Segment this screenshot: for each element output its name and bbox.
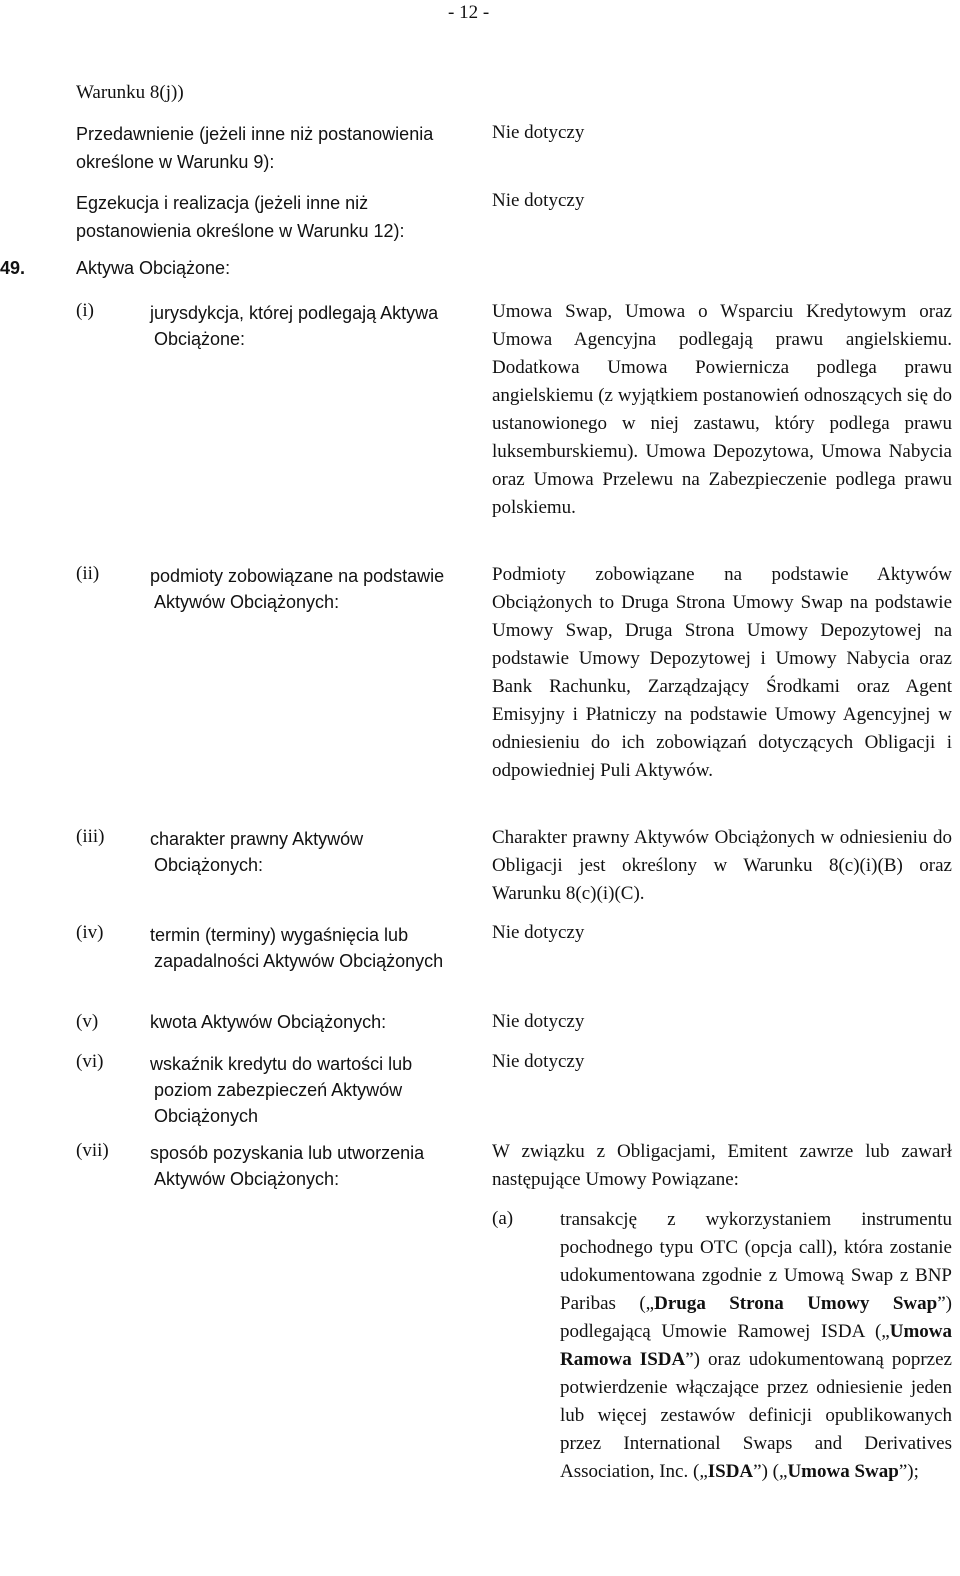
item-number: (ii) (76, 563, 100, 584)
item-label: charakter prawny Aktywów Obciążonych: (150, 829, 364, 875)
przedawnienie-value: Nie dotyczy (492, 122, 585, 143)
item-value: Umowa Swap, Umowa o Wsparciu Kredytowym oraz Umowa Agencyjna podlegają prawu angielskiemu. Dodatkowa Umowa Powiernicza podlega prawu angielskiemu (z wyjątkiem postanowień odnoszących się do ustanowionego w niej zastawu, który podlega prawu luksemburskiemu). Umowa Depozytowa, Umowa Nabycia oraz Umowa Przelewu na Zabezpieczenie podlega prawu polskiemu. (492, 301, 952, 518)
item-number: (vii) (76, 1140, 109, 1161)
item-number: (i) (76, 300, 94, 321)
subitem-text: transakcję z wykorzystaniem instrumentu pochodnego typu OTC (opcja call), która zostanie udokumentowana zgodnie z Umową Swap z BNP Paribas („Druga Strona Umowy Swap”) podlegającą Umowie Ramowej ISDA („Umowa Ramowa ISDA”) oraz udokumentowaną poprzez potwierdzenie włączające przez odniesienie jeden lub więcej zestawów definicji opublikowanych przez International Swaps and Derivatives Association, Inc. („ISDA”) („Umowa Swap”); (560, 1209, 952, 1482)
item-label: kwota Aktywów Obciążonych: (150, 1012, 387, 1032)
item-number: (v) (76, 1011, 99, 1032)
item-label: jurysdykcja, której podlegają Aktywa Obciążone: (150, 303, 439, 349)
section-title: Aktywa Obciążone: (76, 258, 231, 278)
item-number: (iii) (76, 826, 105, 847)
section-number: 49. (0, 258, 26, 278)
item-value: W związku z Obligacjami, Emitent zawrze lub zawarł następujące Umowy Powiązane: (492, 1141, 952, 1190)
warunku-reference: Warunku 8(j)) (76, 82, 184, 103)
item-value: Nie dotyczy (492, 1051, 585, 1072)
przedawnienie-label: Przedawnienie (jeżeli inne niż postanowienia określone w Warunku 9): (76, 124, 434, 172)
item-value: Nie dotyczy (492, 1011, 585, 1032)
page-number: - 12 - (448, 2, 490, 23)
item-label: podmioty zobowiązane na podstawie Aktywów Obciążonych: (150, 566, 445, 612)
item-value: Podmioty zobowiązane na podstawie Aktywów Obciążonych to Druga Strona Umowy Swap na podstawie Umowy Swap, Druga Strona Umowy Depozytowej na podstawie Umowy Depozytowej i Umowy Nabycia oraz Bank Rachunku, Zarządzający Środkami oraz Agent Emisyjny i Płatniczy na podstawie Umowy Agencyjnej w odniesieniu do ich zobowiązań dotyczących Obligacji i odpowiedniej Puli Aktywów. (492, 564, 952, 781)
item-value: Charakter prawny Aktywów Obciążonych w odniesieniu do Obligacji jest określony w Warunku 8(c)(i)(B) oraz Warunku 8(c)(i)(C). (492, 827, 952, 904)
item-label: termin (terminy) wygaśnięcia lub zapadalności Aktywów Obciążonych (150, 925, 444, 971)
egzekucja-value: Nie dotyczy (492, 190, 585, 211)
item-number: (iv) (76, 922, 104, 943)
egzekucja-label: Egzekucja i realizacja (jeżeli inne niż postanowienia określone w Warunku 12): (76, 193, 405, 241)
item-number: (vi) (76, 1051, 104, 1072)
item-value: Nie dotyczy (492, 922, 585, 943)
item-label: wskaźnik kredytu do wartości lub poziom zabezpieczeń Aktywów Obciążonych (150, 1054, 413, 1126)
subitem-number: (a) (492, 1208, 514, 1229)
item-label: sposób pozyskania lub utworzenia Aktywów Obciążonych: (150, 1143, 425, 1189)
